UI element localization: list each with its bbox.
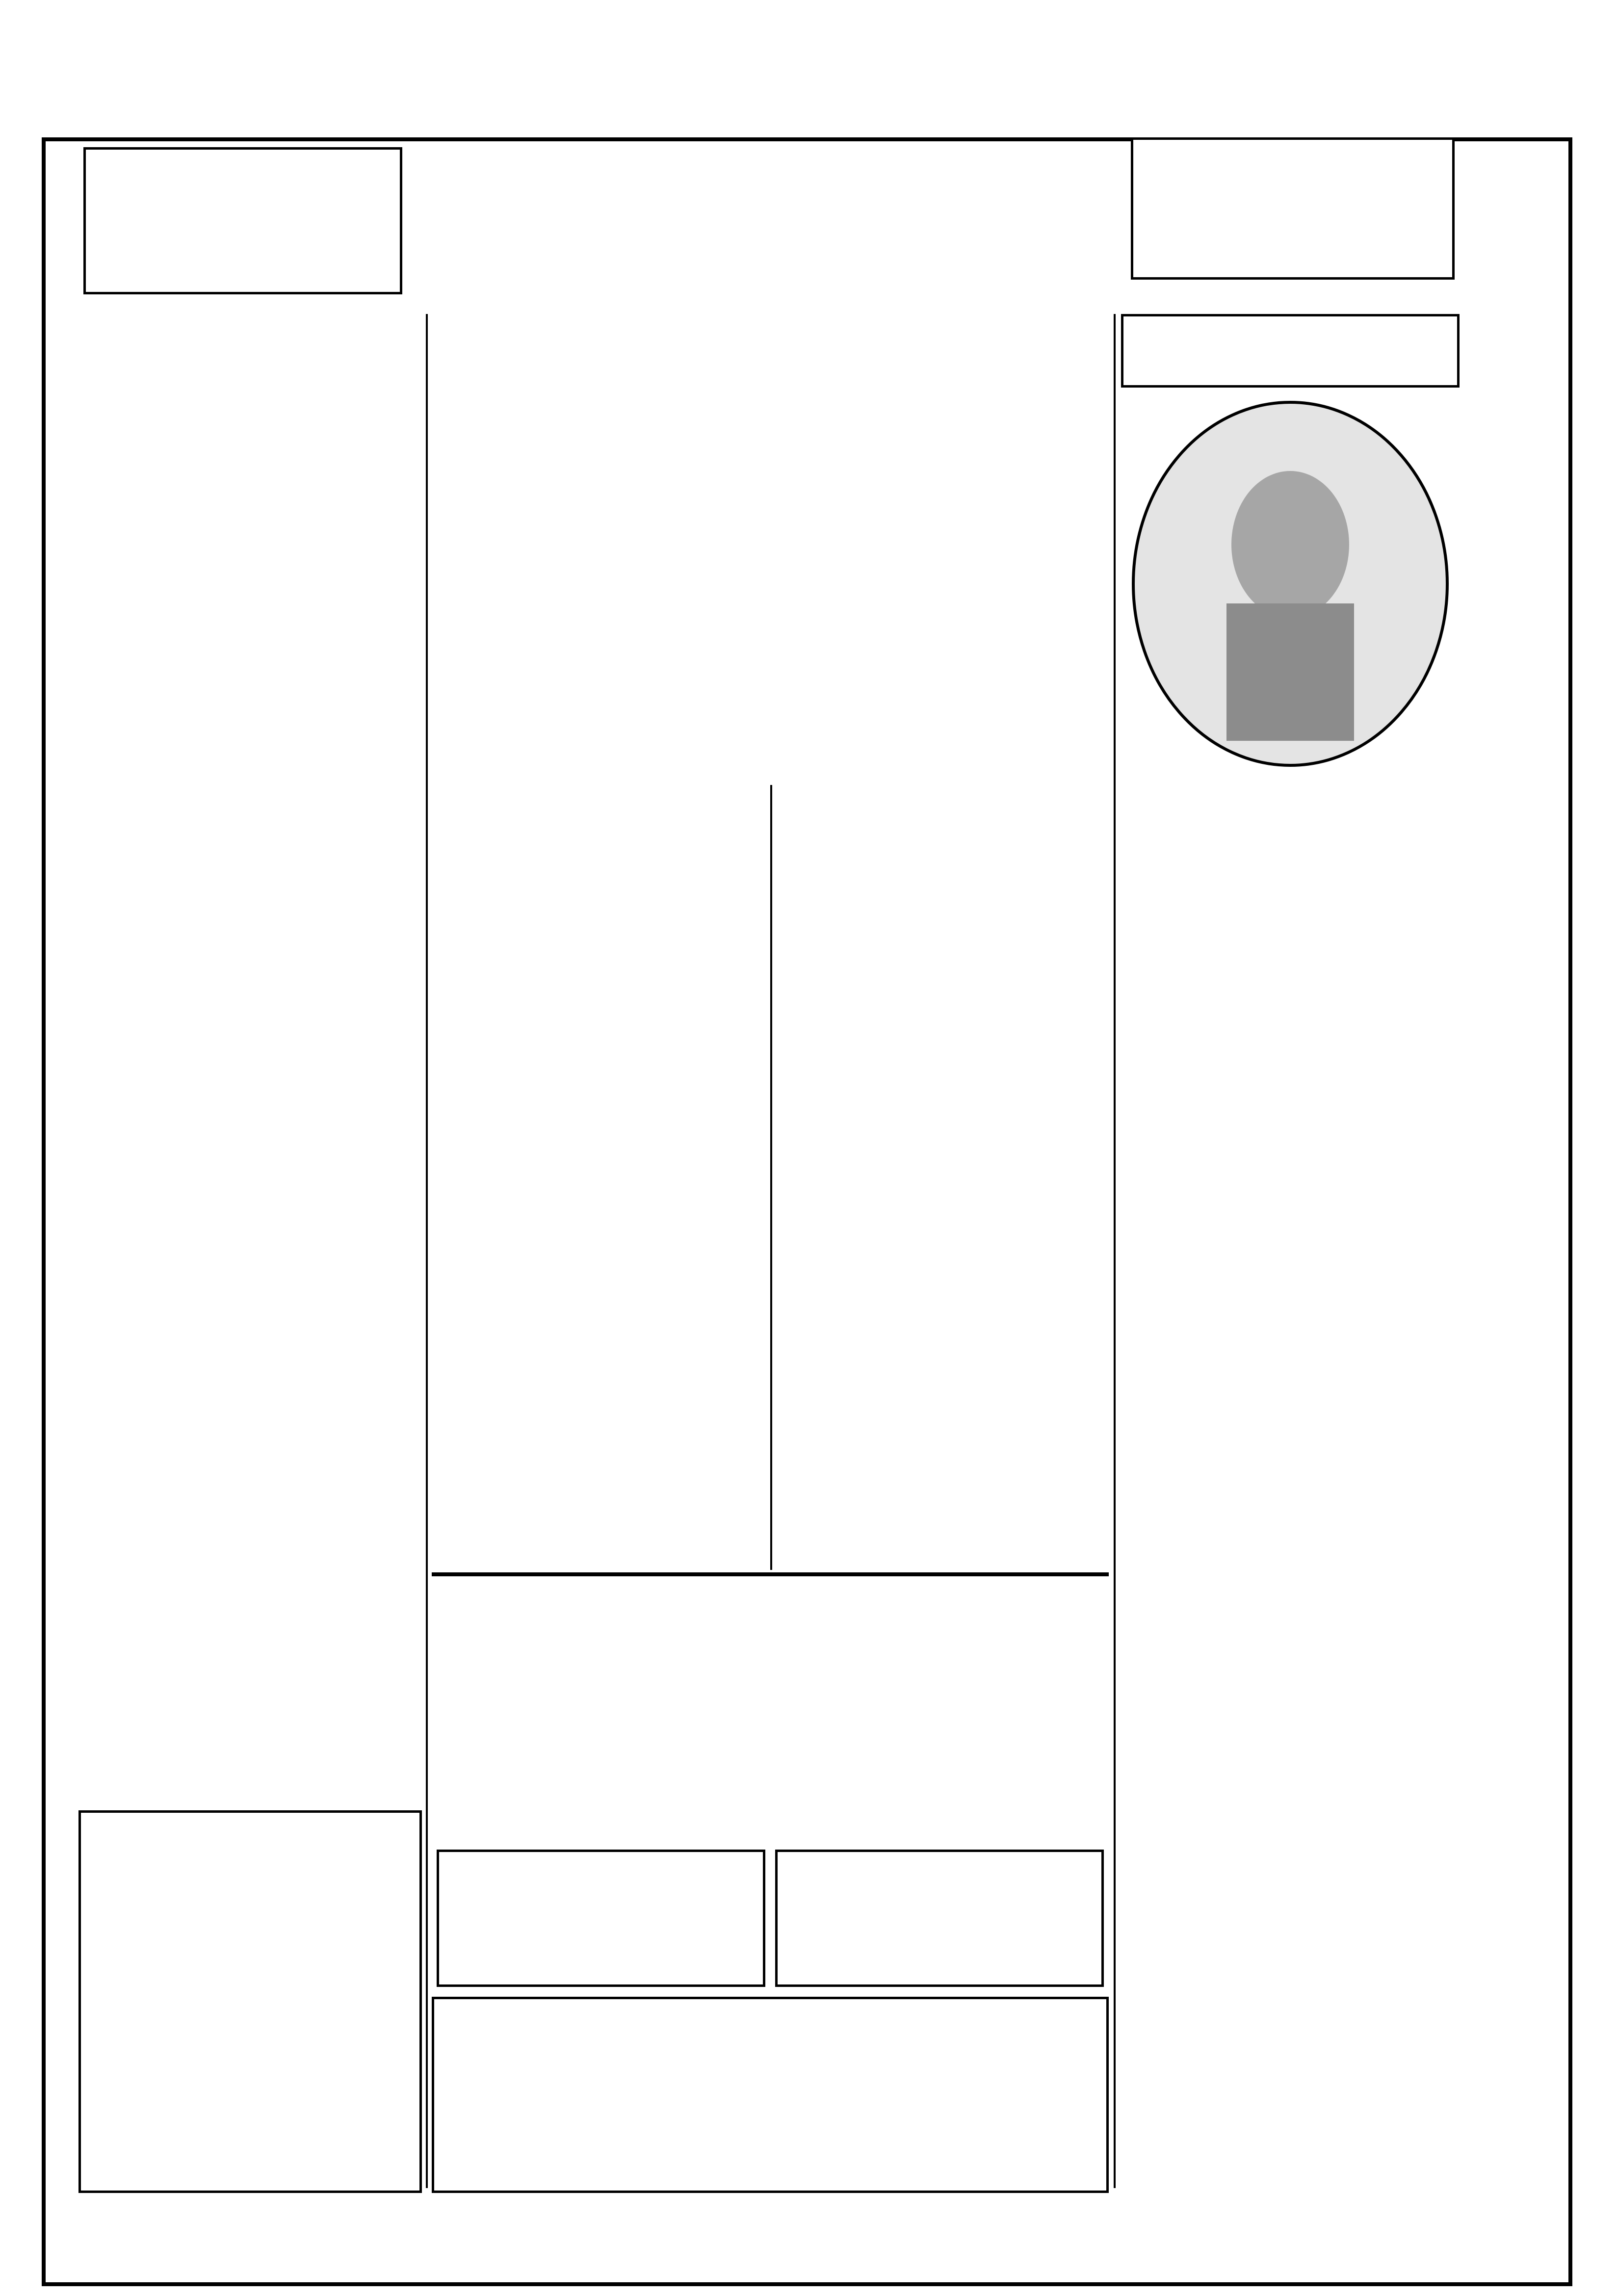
column-rule-center (770, 785, 772, 1570)
center-col2-body (775, 785, 1109, 1570)
column-rule-left (426, 314, 428, 2188)
ad-company (432, 1997, 1109, 2193)
center-lower-right (775, 1580, 1109, 1845)
ad-lottery (775, 1850, 1104, 1987)
left-ad-book (78, 1810, 422, 2193)
column-rule-right (1114, 314, 1116, 2188)
top-left-ad (83, 147, 402, 294)
portrait-photo-svg (1121, 397, 1460, 770)
section-title-block (417, 152, 1119, 280)
center-divider (432, 1572, 1109, 1576)
right-column (1121, 314, 1464, 2193)
left-column (81, 314, 419, 1805)
center-headline (432, 314, 1099, 785)
portrait-photo (1121, 397, 1460, 770)
ad-doctor (437, 1850, 765, 1987)
masthead (0, 0, 1617, 88)
center-lower-left (432, 1580, 765, 1845)
center-col1-body (432, 785, 765, 1570)
right-section-title-box (1121, 314, 1460, 388)
top-right-ad (1131, 137, 1455, 280)
